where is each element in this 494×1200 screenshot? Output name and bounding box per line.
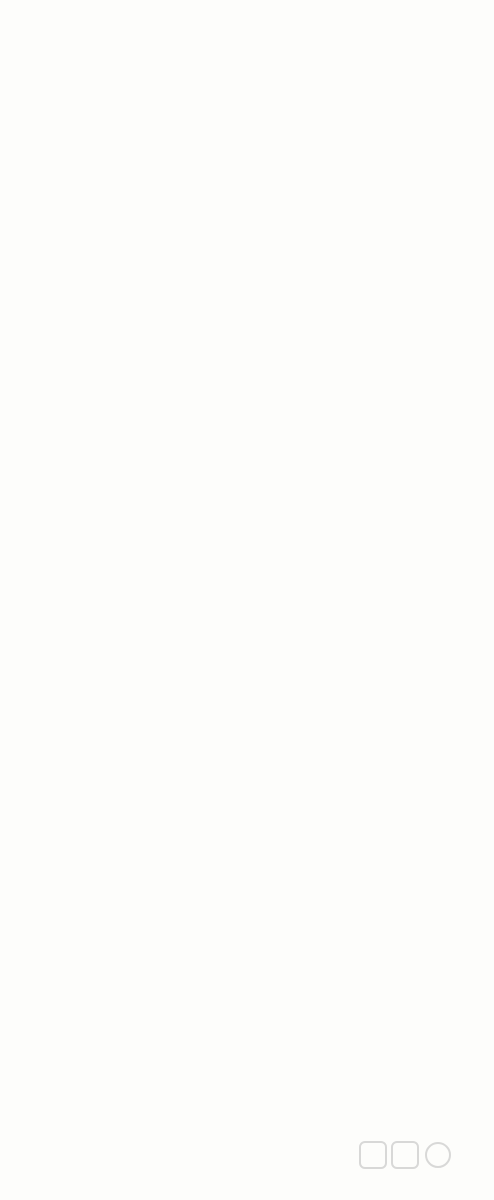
unit-title (18, 73, 488, 95)
watermark-logo (358, 1140, 488, 1196)
answer-page (18, 70, 488, 95)
